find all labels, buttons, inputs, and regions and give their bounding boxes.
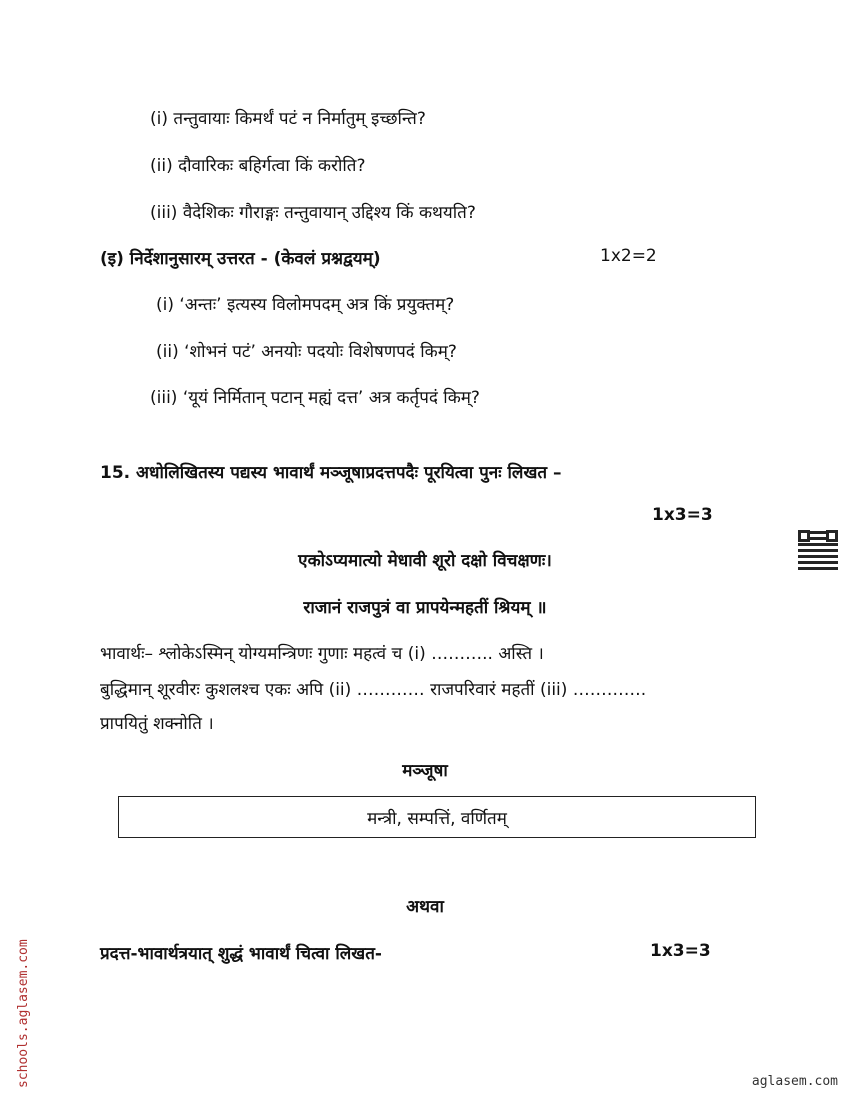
question-a-1: (i) तन्तुवायाः किमर्थं पटं न निर्मातुम् इच्छन्ति? (150, 109, 426, 129)
bhavartha-line-2: बुद्धिमान् शूरवीरः कुशलश्च एकः अपि (ii) ………… राजपरिवारं महतीं (iii) …………. (100, 680, 647, 700)
bhavartha-line-3: प्रापयितुं शक्नोति । (100, 714, 214, 734)
section-e-marks: 1x2=2 (600, 246, 657, 266)
question-a-2: (ii) दौवारिकः बहिर्गत्वा किं करोति? (150, 156, 366, 176)
bhavartha-line-1: भावार्थः– श्लोकेऽस्मिन् योग्यमन्त्रिणः गुणाः महत्वं च (i) ……….. अस्ति । (100, 644, 544, 664)
side-watermark: schools.aglasem.com (16, 939, 31, 1088)
manjusha-box (118, 796, 756, 838)
bottom-watermark: aglasem.com (751, 1074, 838, 1089)
manjusha-words: मन्त्री, सम्पत्तिं, वर्णितम् (367, 808, 507, 829)
verse-line-1: एकोऽप्यमात्यो मेधावी शूरो दक्षो विचक्षणः। (298, 551, 552, 571)
alternative-heading: प्रदत्त-भावार्थत्रयात् शुद्धं भावार्थं चित्वा लिखत- (100, 944, 382, 964)
question-15-marks: 1x3=3 (652, 505, 713, 525)
question-e-1: (i) ‘अन्तः’ इत्यस्य विलोमपदम् अत्र किं प्रयुक्तम्? (156, 295, 455, 315)
question-a-3: (iii) वैदेशिकः गौराङ्गः तन्तुवायान् उद्दिश्य किं कथयति? (150, 203, 476, 223)
alternative-marks: 1x3=3 (650, 941, 711, 961)
verse-line-2: राजानं राजपुत्रं वा प्रापयेन्महतीं श्रियम् ॥ (303, 598, 547, 618)
athava-label: अथवा (406, 897, 444, 917)
question-e-2: (ii) ‘शोभनं पटं’ अनयोः पदयोः विशेषणपदं किम्? (156, 342, 457, 362)
manjusha-title: मञ्जूषा (402, 761, 448, 781)
section-e-heading: (इ) निर्देशानुसारम् उत्तरत - (केवलं प्रश्नद्वयम्) (100, 249, 381, 269)
question-15-heading: 15. अधोलिखितस्य पद्यस्य भावार्थं मञ्जूषाप्रदत्तपदैः पूरयित्वा पुनः लिखत – (100, 463, 562, 483)
question-e-3: (iii) ‘यूयं निर्मितान् पटान् मह्यं दत्त’ अत्र कर्तृपदं किम्? (150, 388, 480, 408)
